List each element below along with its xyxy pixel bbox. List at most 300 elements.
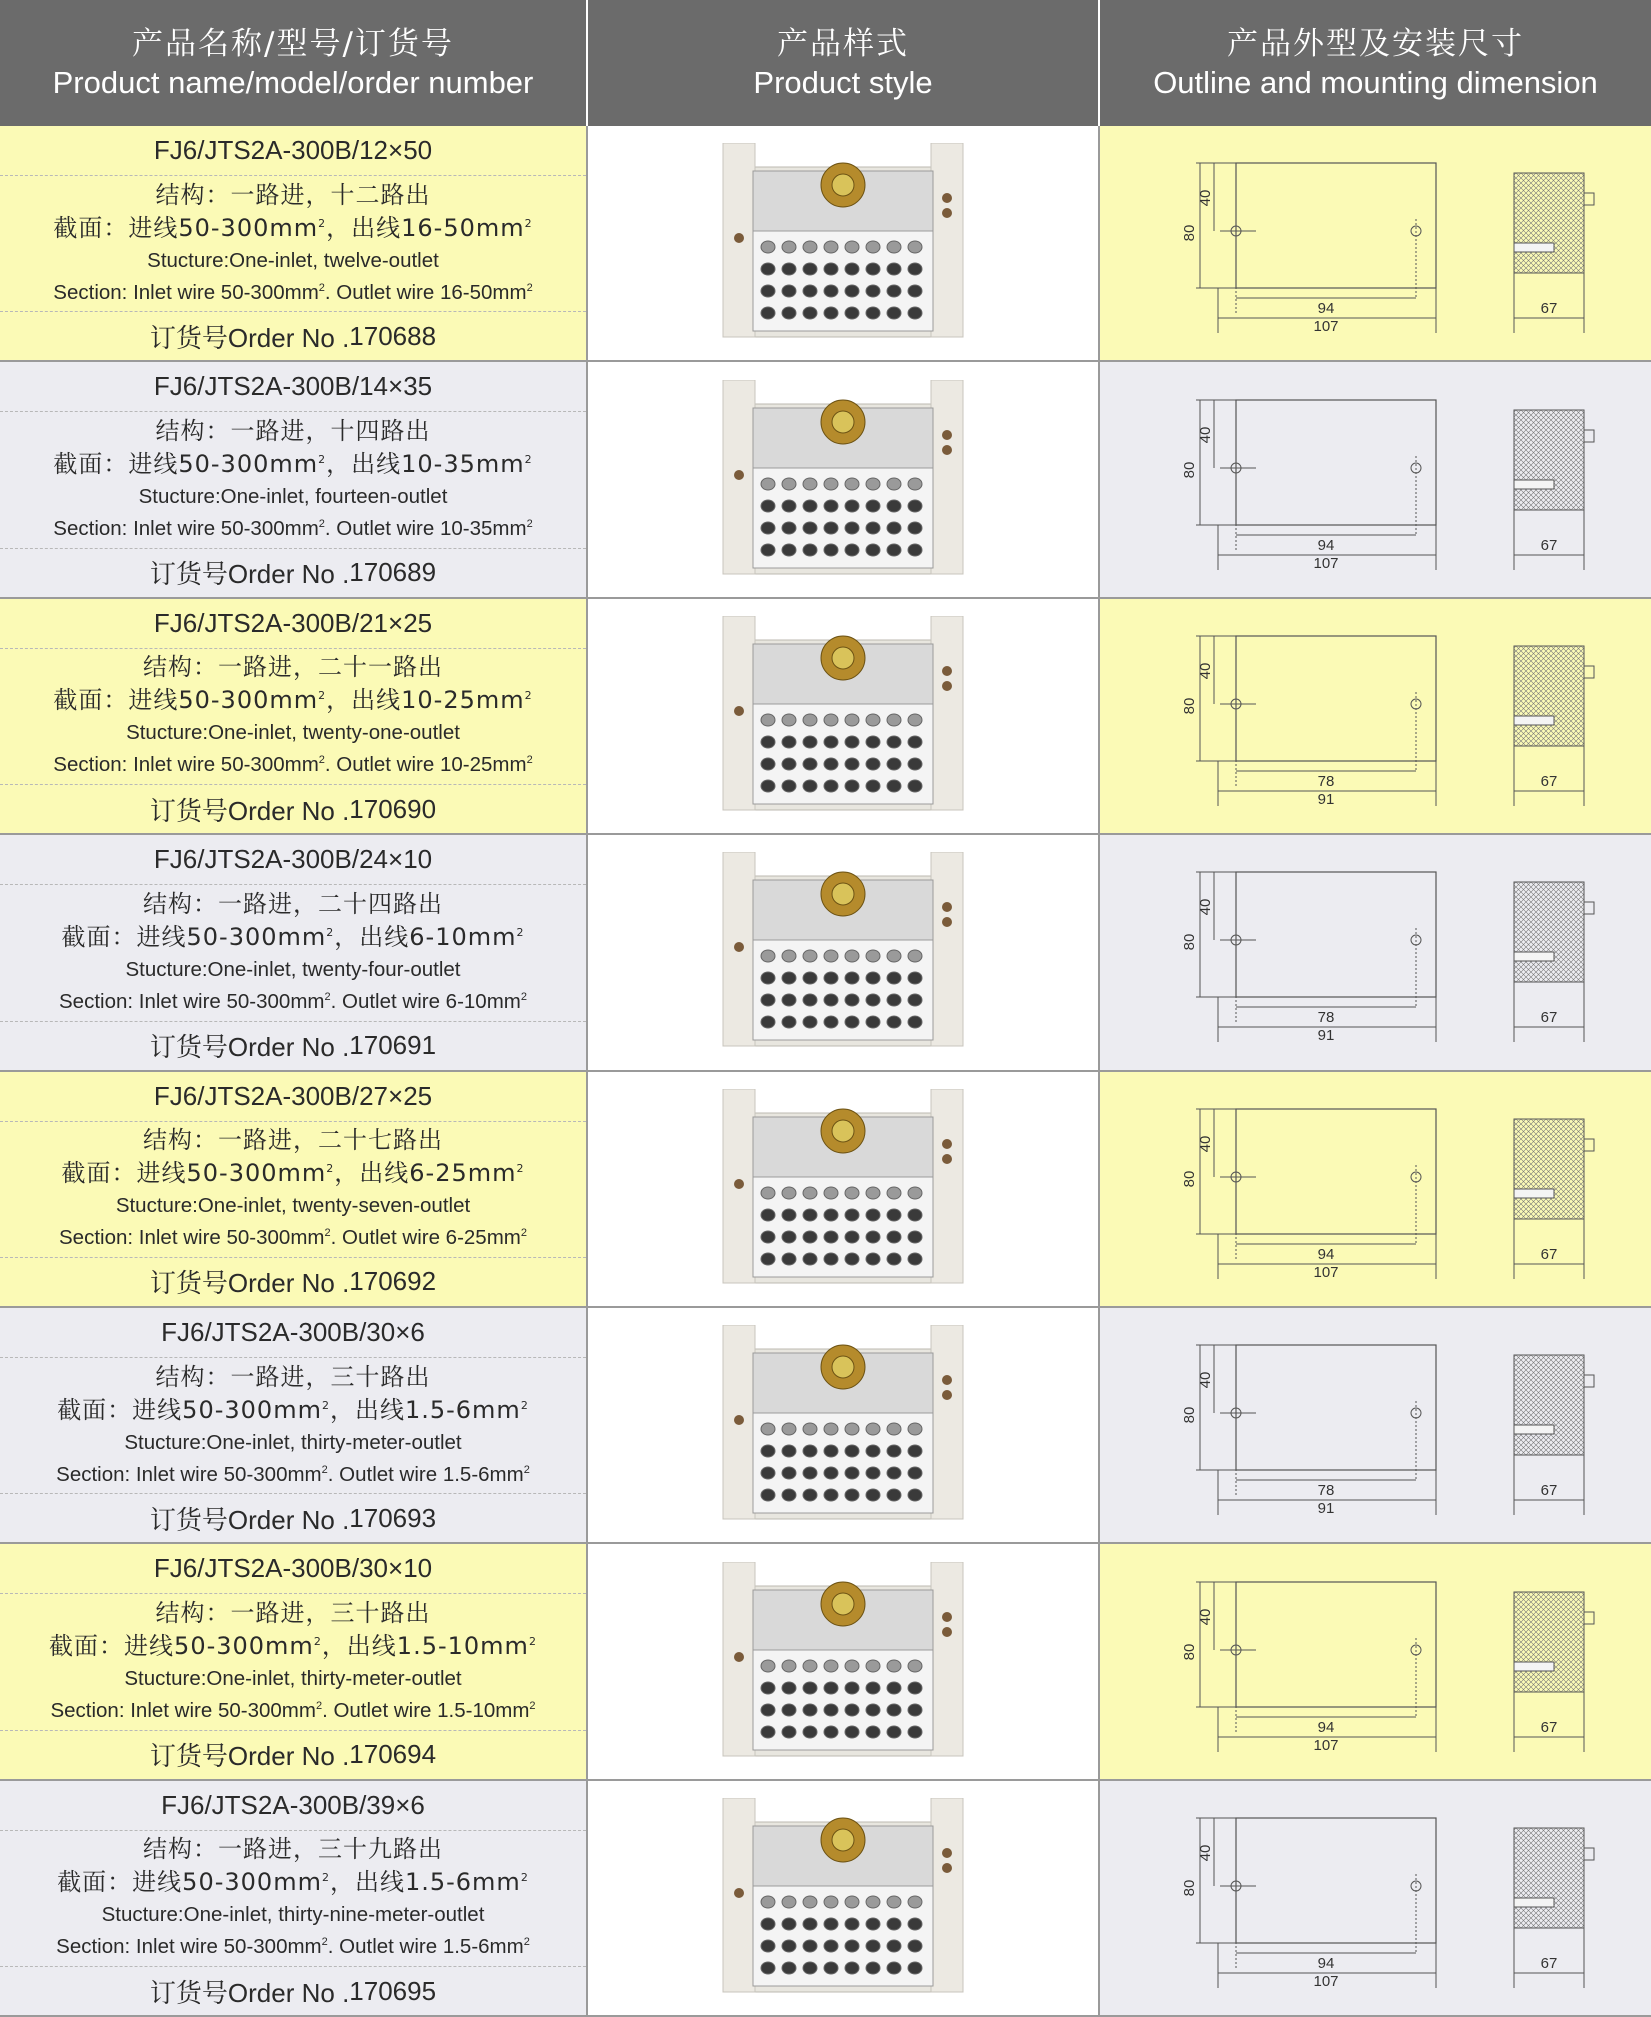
structure-en: Stucture:One-inlet, thirty-meter-outlet — [124, 1667, 462, 1691]
outlet-hole-icon — [803, 1489, 817, 1501]
outlet-hole-icon — [761, 1896, 775, 1908]
outlet-hole-icon — [845, 736, 859, 748]
outlet-hole-icon — [782, 950, 796, 962]
structure-en: Stucture:One-inlet, fourteen-outlet — [138, 485, 448, 509]
outlet-hole-icon — [761, 950, 775, 962]
outlet-hole-icon — [782, 285, 796, 297]
product-info-cell — [0, 835, 588, 1069]
structure-zh: 结构：一路进，二十一路出 — [143, 653, 443, 682]
outlet-hole-icon — [761, 1962, 775, 1974]
outlet-hole-icon — [866, 1918, 880, 1930]
outlet-hole-icon — [803, 522, 817, 534]
outlet-hole-icon — [782, 241, 796, 253]
section-zh: 截面：进线$50-300mm^2$，出线$10-35mm^2$ — [53, 450, 533, 479]
product-description — [0, 1122, 586, 1258]
outlet-hole-icon — [887, 1940, 901, 1952]
dimension-hole-height-label: 40 — [1196, 1608, 1214, 1625]
structure-en: Stucture:One-inlet, twelve-outlet — [147, 248, 439, 272]
outlet-hole-icon — [887, 972, 901, 984]
outlet-hole-icon — [761, 285, 775, 297]
table-row — [0, 362, 1651, 598]
outlet-hole-icon — [845, 1187, 859, 1199]
table-row — [0, 1544, 1651, 1780]
dimension-cell — [1100, 599, 1651, 833]
section-en: Section: Inlet wire $50-300mm^2$. Outlet wire $1.5-6mm^2$ — [56, 1462, 530, 1486]
outlet-hole-icon — [887, 758, 901, 770]
dimension-height-label: 80 — [1180, 224, 1198, 242]
outlet-hole-icon — [824, 758, 838, 770]
dimension-height-label: 80 — [1180, 1170, 1198, 1188]
outlet-hole-icon — [761, 758, 775, 770]
model-number: FJ6/JTS2A-300B/12×50 — [0, 126, 586, 176]
dimension-width-label: 94 — [1317, 300, 1334, 318]
header-product-style — [588, 0, 1100, 126]
dimension-hole-height-label: 40 — [1196, 1371, 1214, 1389]
dimension-outer-width-label: 91 — [1317, 1027, 1334, 1045]
outlet-hole-icon — [845, 478, 859, 490]
outlet-hole-icon — [782, 1940, 796, 1952]
outlet-hole-icon — [761, 1445, 775, 1457]
outlet-hole-icon — [845, 714, 859, 726]
outlet-hole-icon — [866, 1187, 880, 1199]
dimension-hole-height-label: 40 — [1196, 426, 1214, 443]
dimension-width-label: 94 — [1317, 1954, 1334, 1972]
outlet-hole-icon — [866, 307, 880, 319]
dimension-drawing — [1136, 1325, 1616, 1525]
dimension-cell — [1100, 126, 1651, 360]
table-row — [0, 835, 1651, 1071]
outlet-hole-icon — [761, 1489, 775, 1501]
outlet-hole-icon — [782, 544, 796, 556]
outlet-hole-icon — [824, 1918, 838, 1930]
outlet-hole-icon — [782, 1918, 796, 1930]
busbar-terminal-block-icon — [713, 143, 973, 343]
outlet-hole-icon — [824, 714, 838, 726]
outlet-hole-icon — [866, 1445, 880, 1457]
outlet-hole-icon — [761, 972, 775, 984]
outlet-hole-icon — [803, 1423, 817, 1435]
outlet-hole-icon — [908, 1726, 922, 1738]
dimension-drawing — [1136, 852, 1616, 1052]
dimension-drawing — [1136, 380, 1616, 580]
dimension-outer-width-label: 107 — [1312, 1263, 1339, 1281]
outlet-hole-icon — [803, 950, 817, 962]
outlet-hole-icon — [887, 780, 901, 792]
outlet-hole-icon — [761, 544, 775, 556]
header-dimension-zh: 产品外型及安装尺寸 — [1227, 26, 1524, 62]
model-number: FJ6/JTS2A-300B/30×6 — [0, 1308, 586, 1358]
outlet-hole-icon — [803, 1896, 817, 1908]
outlet-hole-icon — [845, 522, 859, 534]
dimension-depth-label: 67 — [1540, 300, 1557, 318]
dimension-outer-width-label: 107 — [1312, 1972, 1339, 1990]
outlet-hole-icon — [761, 1209, 775, 1221]
outlet-hole-icon — [782, 263, 796, 275]
outlet-hole-icon — [782, 780, 796, 792]
outlet-hole-icon — [908, 1445, 922, 1457]
outlet-hole-icon — [824, 307, 838, 319]
outlet-hole-icon — [887, 1660, 901, 1672]
section-en: Section: Inlet wire $50-300mm^2$. Outlet wire $6-10mm^2$ — [59, 989, 527, 1013]
dimension-width-label: 78 — [1317, 772, 1334, 790]
outlet-hole-icon — [761, 1918, 775, 1930]
header-product-name — [0, 0, 588, 126]
outlet-hole-icon — [908, 1704, 922, 1716]
table-row — [0, 1781, 1651, 2017]
outlet-hole-icon — [845, 1940, 859, 1952]
outlet-hole-icon — [866, 478, 880, 490]
structure-zh: 结构：一路进，三十九路出 — [143, 1835, 443, 1864]
outlet-hole-icon — [845, 1704, 859, 1716]
outlet-hole-icon — [803, 1962, 817, 1974]
section-zh: 截面：进线$50-300mm^2$，出线$1.5-6mm^2$ — [57, 1868, 529, 1897]
outlet-hole-icon — [845, 1896, 859, 1908]
model-number: FJ6/JTS2A-300B/39×6 — [0, 1781, 586, 1831]
outlet-hole-icon — [803, 1187, 817, 1199]
outlet-hole-icon — [845, 1726, 859, 1738]
table-row — [0, 599, 1651, 835]
dimension-hole-height-label: 40 — [1196, 189, 1214, 207]
product-description — [0, 1358, 586, 1494]
outlet-hole-icon — [887, 1209, 901, 1221]
outlet-hole-icon — [866, 1726, 880, 1738]
outlet-hole-icon — [803, 478, 817, 490]
dimension-drawing — [1136, 1798, 1616, 1998]
outlet-hole-icon — [803, 1704, 817, 1716]
outlet-hole-icon — [761, 263, 775, 275]
outlet-hole-icon — [782, 522, 796, 534]
product-photo-cell — [588, 599, 1100, 833]
outlet-hole-icon — [782, 478, 796, 490]
busbar-terminal-block-icon — [713, 380, 973, 580]
dimension-width-label: 94 — [1317, 1245, 1334, 1263]
dimension-drawing — [1136, 1562, 1616, 1762]
outlet-hole-icon — [824, 544, 838, 556]
outlet-hole-icon — [887, 1253, 901, 1265]
outlet-hole-icon — [866, 263, 880, 275]
dimension-hole-height-label: 40 — [1196, 1135, 1214, 1153]
outlet-hole-icon — [887, 1896, 901, 1908]
product-photo-cell — [588, 1781, 1100, 2015]
outlet-hole-icon — [803, 1467, 817, 1479]
outlet-hole-icon — [782, 1231, 796, 1243]
outlet-hole-icon — [803, 307, 817, 319]
outlet-hole-icon — [887, 285, 901, 297]
product-info-cell — [0, 362, 588, 596]
model-number: FJ6/JTS2A-300B/27×25 — [0, 1072, 586, 1122]
outlet-hole-icon — [803, 544, 817, 556]
dimension-depth-label: 67 — [1540, 1009, 1557, 1027]
order-number: 订货号Order No . 170689 — [149, 557, 437, 590]
outlet-hole-icon — [803, 736, 817, 748]
dimension-width-label: 94 — [1317, 1718, 1334, 1736]
dimension-width-label: 78 — [1317, 1482, 1334, 1500]
outlet-hole-icon — [782, 1253, 796, 1265]
outlet-hole-icon — [824, 478, 838, 490]
outlet-hole-icon — [845, 1423, 859, 1435]
outlet-hole-icon — [866, 1660, 880, 1672]
outlet-hole-icon — [866, 1253, 880, 1265]
header-dimension-en: Outline and mounting dimension — [1153, 65, 1598, 100]
product-info-cell — [0, 126, 588, 360]
outlet-hole-icon — [782, 1187, 796, 1199]
outlet-hole-icon — [866, 1489, 880, 1501]
outlet-hole-icon — [908, 1467, 922, 1479]
dimension-cell — [1100, 362, 1651, 596]
dimension-cell — [1100, 1308, 1651, 1542]
product-description — [0, 885, 586, 1021]
outlet-hole-icon — [908, 736, 922, 748]
outlet-hole-icon — [761, 1231, 775, 1243]
model-number: FJ6/JTS2A-300B/24×10 — [0, 835, 586, 885]
outlet-hole-icon — [803, 1016, 817, 1028]
outlet-hole-icon — [908, 780, 922, 792]
outlet-hole-icon — [845, 1445, 859, 1457]
outlet-hole-icon — [761, 478, 775, 490]
outlet-hole-icon — [845, 544, 859, 556]
outlet-hole-icon — [824, 1187, 838, 1199]
outlet-hole-icon — [824, 1445, 838, 1457]
table-row — [0, 1072, 1651, 1308]
outlet-hole-icon — [782, 1896, 796, 1908]
outlet-hole-icon — [887, 1467, 901, 1479]
outlet-hole-icon — [803, 972, 817, 984]
outlet-hole-icon — [824, 1726, 838, 1738]
outlet-hole-icon — [887, 500, 901, 512]
dimension-drawing — [1136, 143, 1616, 343]
outlet-hole-icon — [866, 1016, 880, 1028]
outlet-hole-icon — [908, 1896, 922, 1908]
outlet-hole-icon — [866, 736, 880, 748]
outlet-hole-icon — [824, 522, 838, 534]
dimension-drawing — [1136, 616, 1616, 816]
outlet-hole-icon — [803, 780, 817, 792]
outlet-hole-icon — [908, 1962, 922, 1974]
outlet-hole-icon — [866, 241, 880, 253]
order-number: 订货号Order No . 170690 — [149, 793, 437, 826]
outlet-hole-icon — [887, 1423, 901, 1435]
outlet-hole-icon — [887, 994, 901, 1006]
structure-zh: 结构：一路进，十四路出 — [155, 417, 431, 446]
dimension-depth-label: 67 — [1540, 1954, 1557, 1972]
outlet-hole-icon — [908, 478, 922, 490]
outlet-hole-icon — [761, 1423, 775, 1435]
outlet-hole-icon — [845, 950, 859, 962]
outlet-hole-icon — [782, 1660, 796, 1672]
structure-zh: 结构：一路进，三十路出 — [155, 1362, 431, 1391]
structure-zh: 结构：一路进，三十路出 — [155, 1599, 431, 1628]
outlet-hole-icon — [887, 1918, 901, 1930]
outlet-hole-icon — [782, 1423, 796, 1435]
product-info-cell — [0, 1308, 588, 1542]
outlet-hole-icon — [845, 263, 859, 275]
outlet-hole-icon — [824, 994, 838, 1006]
outlet-hole-icon — [845, 1253, 859, 1265]
outlet-hole-icon — [803, 1940, 817, 1952]
order-number: 订货号Order No . 170688 — [149, 320, 437, 353]
product-photo-cell — [588, 835, 1100, 1069]
outlet-hole-icon — [782, 307, 796, 319]
outlet-hole-icon — [824, 1016, 838, 1028]
outlet-hole-icon — [908, 1918, 922, 1930]
outlet-hole-icon — [824, 1896, 838, 1908]
dimension-height-label: 80 — [1180, 697, 1198, 715]
outlet-hole-icon — [761, 1940, 775, 1952]
section-en: Section: Inlet wire $50-300mm^2$. Outlet wire $1.5-6mm^2$ — [56, 1935, 530, 1959]
dimension-cell — [1100, 1072, 1651, 1306]
outlet-hole-icon — [887, 714, 901, 726]
outlet-hole-icon — [908, 714, 922, 726]
outlet-hole-icon — [908, 758, 922, 770]
outlet-hole-icon — [845, 1467, 859, 1479]
outlet-hole-icon — [824, 1682, 838, 1694]
busbar-terminal-block-icon — [713, 852, 973, 1052]
outlet-hole-icon — [908, 1187, 922, 1199]
outlet-hole-icon — [866, 994, 880, 1006]
outlet-hole-icon — [761, 500, 775, 512]
outlet-hole-icon — [866, 1209, 880, 1221]
product-description — [0, 176, 586, 312]
outlet-hole-icon — [803, 263, 817, 275]
outlet-hole-icon — [866, 285, 880, 297]
outlet-hole-icon — [845, 1016, 859, 1028]
product-photo-cell — [588, 1072, 1100, 1306]
outlet-hole-icon — [761, 994, 775, 1006]
header-product-style-en: Product style — [753, 65, 933, 100]
outlet-hole-icon — [887, 1016, 901, 1028]
outlet-hole-icon — [845, 758, 859, 770]
busbar-terminal-block-icon — [713, 616, 973, 816]
section-zh: 截面：进线$50-300mm^2$，出线$16-50mm^2$ — [53, 213, 533, 242]
outlet-hole-icon — [761, 1682, 775, 1694]
dimension-hole-height-label: 40 — [1196, 899, 1214, 916]
outlet-hole-icon — [908, 1231, 922, 1243]
outlet-hole-icon — [803, 1231, 817, 1243]
model-number: FJ6/JTS2A-300B/21×25 — [0, 599, 586, 649]
outlet-hole-icon — [824, 1704, 838, 1716]
structure-zh: 结构：一路进，十二路出 — [155, 180, 431, 209]
structure-en: Stucture:One-inlet, twenty-four-outlet — [125, 957, 461, 981]
outlet-hole-icon — [866, 780, 880, 792]
outlet-hole-icon — [908, 972, 922, 984]
outlet-hole-icon — [908, 1682, 922, 1694]
outlet-hole-icon — [761, 1187, 775, 1199]
section-zh: 截面：进线$50-300mm^2$，出线$6-25mm^2$ — [61, 1159, 525, 1188]
outlet-hole-icon — [845, 1660, 859, 1672]
outlet-hole-icon — [866, 714, 880, 726]
order-number: 订货号Order No . 170693 — [149, 1502, 437, 1535]
dimension-outer-width-label: 91 — [1317, 1500, 1334, 1518]
dimension-outer-width-label: 107 — [1312, 318, 1339, 336]
dimension-depth-label: 67 — [1540, 1245, 1557, 1263]
outlet-hole-icon — [887, 522, 901, 534]
outlet-hole-icon — [887, 478, 901, 490]
outlet-hole-icon — [845, 972, 859, 984]
outlet-hole-icon — [908, 500, 922, 512]
outlet-hole-icon — [824, 1940, 838, 1952]
outlet-hole-icon — [803, 285, 817, 297]
outlet-hole-icon — [824, 1467, 838, 1479]
outlet-hole-icon — [845, 1682, 859, 1694]
outlet-hole-icon — [761, 1016, 775, 1028]
outlet-hole-icon — [845, 285, 859, 297]
outlet-hole-icon — [866, 1896, 880, 1908]
structure-zh: 结构：一路进，二十七路出 — [143, 1126, 443, 1155]
outlet-hole-icon — [782, 500, 796, 512]
section-zh: 截面：进线$50-300mm^2$，出线$10-25mm^2$ — [53, 686, 533, 715]
outlet-hole-icon — [908, 1489, 922, 1501]
outlet-hole-icon — [824, 950, 838, 962]
outlet-hole-icon — [866, 950, 880, 962]
structure-en: Stucture:One-inlet, twenty-seven-outlet — [115, 1194, 471, 1218]
outlet-hole-icon — [908, 950, 922, 962]
section-en: Section: Inlet wire $50-300mm^2$. Outlet wire $6-25mm^2$ — [59, 1226, 527, 1250]
product-description — [0, 1594, 586, 1730]
outlet-hole-icon — [866, 1962, 880, 1974]
outlet-hole-icon — [803, 1660, 817, 1672]
outlet-hole-icon — [845, 1962, 859, 1974]
outlet-hole-icon — [887, 544, 901, 556]
outlet-hole-icon — [761, 1253, 775, 1265]
outlet-hole-icon — [803, 994, 817, 1006]
outlet-hole-icon — [824, 972, 838, 984]
outlet-hole-icon — [782, 758, 796, 770]
outlet-hole-icon — [824, 263, 838, 275]
outlet-hole-icon — [782, 1682, 796, 1694]
outlet-hole-icon — [908, 1016, 922, 1028]
outlet-hole-icon — [782, 714, 796, 726]
dimension-height-label: 80 — [1180, 461, 1198, 478]
outlet-hole-icon — [782, 994, 796, 1006]
outlet-hole-icon — [824, 1209, 838, 1221]
outlet-hole-icon — [908, 544, 922, 556]
outlet-hole-icon — [908, 522, 922, 534]
outlet-hole-icon — [908, 263, 922, 275]
dimension-hole-height-label: 40 — [1196, 1844, 1214, 1862]
outlet-hole-icon — [803, 1445, 817, 1457]
busbar-terminal-block-icon — [713, 1089, 973, 1289]
outlet-hole-icon — [824, 1489, 838, 1501]
busbar-terminal-block-icon — [713, 1562, 973, 1762]
busbar-terminal-block-icon — [713, 1325, 973, 1525]
dimension-drawing — [1136, 1089, 1616, 1289]
outlet-hole-icon — [824, 1253, 838, 1265]
outlet-hole-icon — [887, 1187, 901, 1199]
outlet-hole-icon — [887, 736, 901, 748]
section-en: Section: Inlet wire $50-300mm^2$. Outlet wire $10-35mm^2$ — [53, 517, 533, 541]
outlet-hole-icon — [845, 1918, 859, 1930]
dimension-depth-label: 67 — [1540, 1482, 1557, 1500]
outlet-hole-icon — [845, 780, 859, 792]
outlet-hole-icon — [803, 1253, 817, 1265]
outlet-hole-icon — [866, 758, 880, 770]
product-photo-cell — [588, 1308, 1100, 1542]
outlet-hole-icon — [908, 1209, 922, 1221]
order-number: 订货号Order No . 170692 — [149, 1266, 437, 1299]
outlet-hole-icon — [887, 1962, 901, 1974]
busbar-terminal-block-icon — [713, 1798, 973, 1998]
outlet-hole-icon — [782, 736, 796, 748]
outlet-hole-icon — [887, 263, 901, 275]
outlet-hole-icon — [761, 241, 775, 253]
section-zh: 截面：进线$50-300mm^2$，出线$1.5-6mm^2$ — [57, 1395, 529, 1424]
section-en: Section: Inlet wire $50-300mm^2$. Outlet wire $1.5-10mm^2$ — [50, 1699, 536, 1723]
outlet-hole-icon — [887, 307, 901, 319]
outlet-hole-icon — [824, 1660, 838, 1672]
outlet-hole-icon — [866, 1704, 880, 1716]
outlet-hole-icon — [782, 1704, 796, 1716]
outlet-hole-icon — [803, 500, 817, 512]
